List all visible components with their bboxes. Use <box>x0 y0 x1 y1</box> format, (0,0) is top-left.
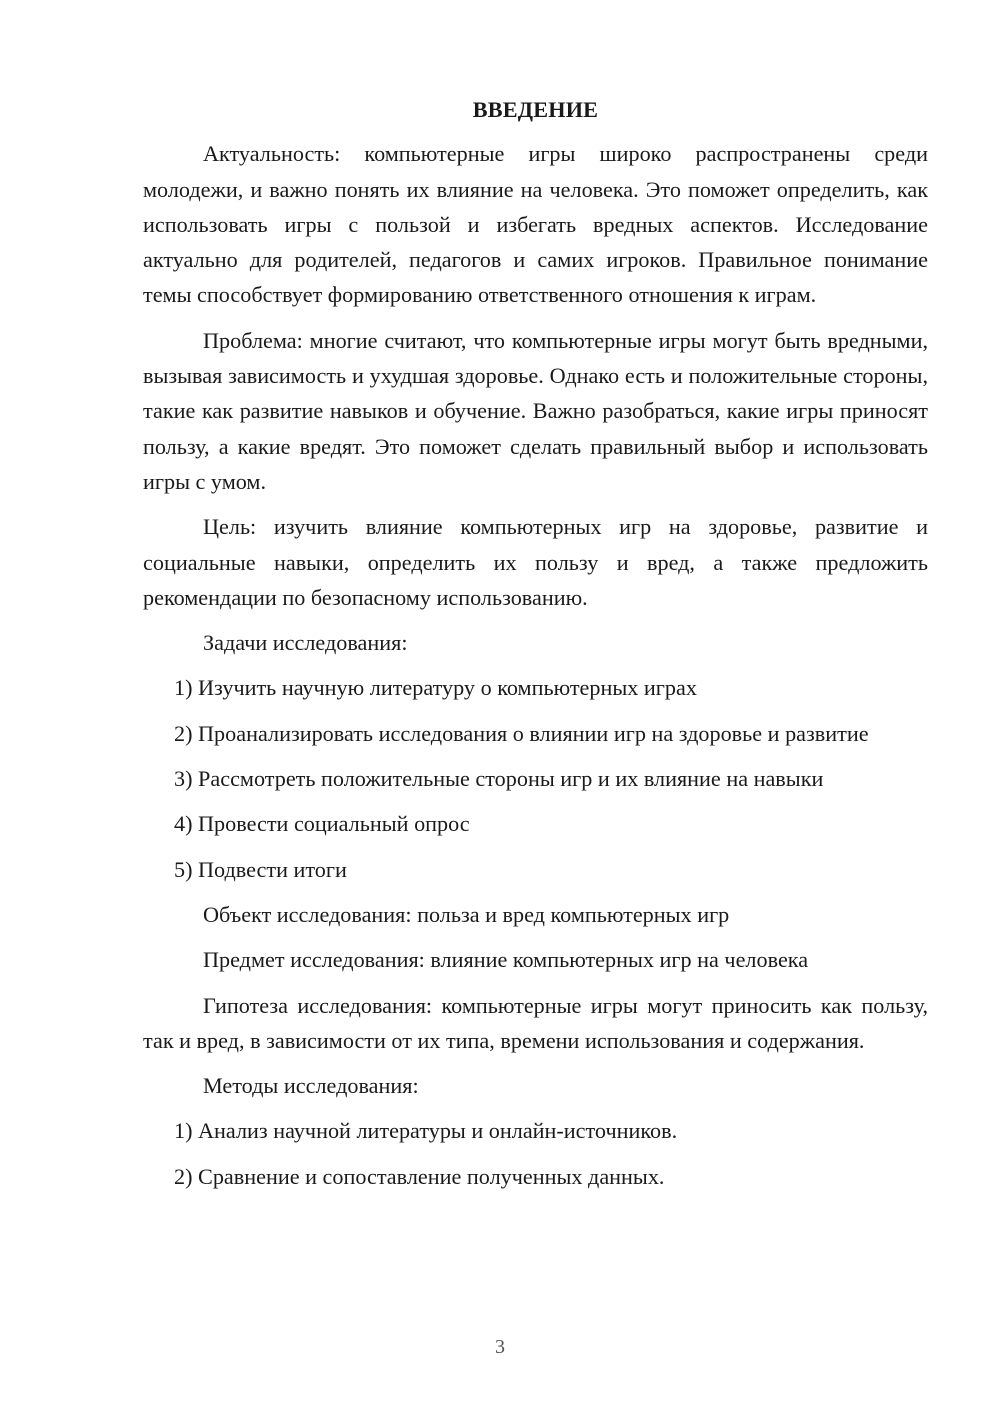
method-item: 2) Сравнение и сопоставление полученных данных. <box>174 1163 665 1189</box>
hypothesis-paragraph: Гипотеза исследования: компьютерные игры могут приносить как пользу, так и вред, в зависимости от их типа, времени использования и содержания. <box>143 992 928 1053</box>
task-item: 2) Проанализировать исследования о влиянии игр на здоровье и развитие <box>174 720 869 746</box>
methods-list <box>143 1113 928 1194</box>
task-item: 1) Изучить научную литературу о компьютерных играх <box>174 675 697 701</box>
task-item: 5) Подвести итоги <box>174 856 347 882</box>
task-item: 4) Провести социальный опрос <box>174 811 470 837</box>
document-page <box>143 92 928 1204</box>
relevance-paragraph: Актуальность: компьютерные игры широко распространены среди молодежи, и важно понять их влияние на человека. Это поможет определить, как использовать игры с пользой и избегать вредных аспектов. Исследование актуально для родителей, педагогов и самих игроков. Правильное понимание темы способствует формированию ответственного отношения к играм. <box>143 141 928 308</box>
tasks-heading: Задачи исследования: <box>203 630 408 656</box>
subject-paragraph: Предмет исследования: влияние компьютерных игр на человека <box>203 947 809 973</box>
goal-paragraph: Цель: изучить влияние компьютерных игр на здоровье, развитие и социальные навыки, определить их пользу и вред, а также предложить рекомендации по безопасному использованию. <box>143 514 928 610</box>
section-title: ВВЕДЕНИЕ <box>472 97 599 122</box>
method-item: 1) Анализ научной литературы и онлайн-источников. <box>174 1118 678 1144</box>
methods-heading: Методы исследования: <box>203 1073 419 1099</box>
page-number: 3 <box>495 1336 505 1358</box>
problem-paragraph: Проблема: многие считают, что компьютерные игры могут быть вредными, вызывая зависимость и ухудшая здоровье. Однако есть и положительные стороны, такие как развитие навыков и обучение. Важно разобраться, какие игры приносят пользу, а какие вредят. Это поможет сделать правильный выбор и использовать игры с умом. <box>143 327 928 494</box>
object-paragraph: Объект исследования: польза и вред компьютерных игр <box>203 901 730 927</box>
task-item: 3) Рассмотреть положительные стороны игр и их влияние на навыки <box>174 766 824 792</box>
tasks-list <box>143 670 928 886</box>
